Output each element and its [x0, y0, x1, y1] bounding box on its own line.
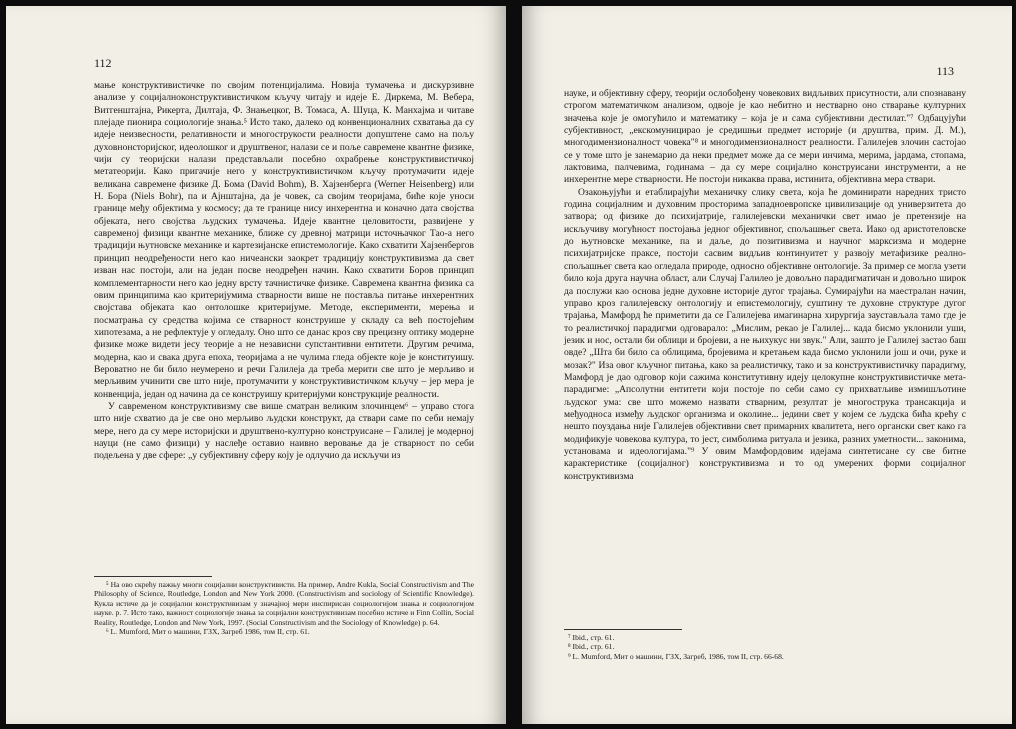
footnote-rule [564, 629, 682, 630]
page-number: 113 [936, 64, 954, 78]
left-page [6, 6, 506, 724]
footnotes [564, 624, 966, 661]
paragraph: У савременом конструктивизму све више сматран великим злочинцем⁶ – управо стога што није схватио да је све оно мерљиво људски конструкт, да ствари саме по себи немају мере, него да су мере историјски и друштвено-културно конструисане – Галилеј је модерној науци (не само физици) у наслеђе оставио наивно веровање да је стварност по себи подељена у две сфере: „у субјективну сферу коју је одлучио да искључи из [94, 400, 474, 462]
paragraph: науке, и објективну сферу, теорији ослобођену човекових видљивих присутности, али спознавану строгом математичком анализом, одвоје је као небитно и нестварно оно стварање културних значења које је омогућило и математику – која је и сама субјективни дестилат."⁷ Одбацујући субјективност, „екскомуницирао је средишњи предмет историје (и друштва, прим. Д. М.), многодимензионалност човека"⁸ и многодимензионалност реалности. Галилејев злочин састојао се у томе што је занемарио да неки предмет може да се мери инчима, мерима, јардама, стопама, лактовима, палчевима, годинама – да су мере социјално конструисани инструменти, а не инхерентне мере стварности. Не постоји никаква права, истинита, објективна мера ствари. [564, 88, 966, 186]
paragraph: мање конструктивистичке по својим потенцијалима. Новија тумачења и дискурзивне анализе у социјалноконструктивистичком кључу читају и идеје Е. Диркема, М. Вебера, Витгенштајна, Рикерта, Дилтаја, Ф. Знањецког, В. Томаса, А. Шуца, К. Манхајма и читаве плејаде пионира социологије знања.⁵ Исто тако, далеко од конвенционалних схватања да су идеје неизвесности, релативности и многострукости реалности допуштене само на пољу духовнонсторијског, идеолошког и друштвеног, налази се и поље савремене квантне физике, чији су теоријски налази представљали посебно охрабрење конструктивистичкој метатеорији. Како пригачије него у конструктивистичком кључу протумачити идеје великана савремене физике Д. Бома (David Bohm), В. Хајзенберга (Werner Heisenberg) или Н. Бора (Niels Bohr), па и Ајнштајна, да је човек, са својим теоријама, биће које уноси границе међу објектима у космосу; да те границе нису инхерентна и коначно дата својства објеката, него својства људских тумачења. Идеје квантне целовитости, развијене у савременој физици квантне механике, ближе су древној матрици источњачког Тао-а него традицији њутновске механике и картезијанске епистемологије. Како схватити Хајзенбергов принцип неодређености него као ничеански заокрет традицију конструктивизма да свет изван нас постоји, али на један посве неодређен начин. Како схватити Боров принцип комплементарности него као једну врсту тачнистичке физике. Савремена квантна физика са овим принципима као критеријумима стварности више не поставља питање инхерентних својстава објеката као онтолошке критеријуме. Методе, експерименти, мерења и посматрања су средства којима се стварност конструише у складу са већ постојећим хипотезама, а не рефлектује у огледалу. Оно што се данас крoз сву прецизну оптику модерне физике може видети јесу теорије а не независни супстантивни ентитети. Другим речима, модерна, као и свака друга епоха, теоријама а не чулима гледа објекте које је конституишу. Вероватно не би било неумерено и речи Галилеја да треба мерити све што је мерљиво и мерљивим учинити све што није, протумачити у конструктивистичком кључу – јер мера је конвенција, један од начина да се конструишу критеријуми конструкције реалности. [94, 80, 474, 400]
right-page [522, 6, 1012, 724]
footnote: ⁶ L. Mumford, Мит о машини, ГЗХ, Загреб 1986, том II, стр. 61. [106, 627, 310, 637]
footnotes [94, 571, 474, 636]
footnote: ⁹ L. Mumford, Мит о машини, ГЗХ, Загреб, 1986, том II, стр. 66-68. [568, 651, 784, 661]
footnote-rule [94, 576, 212, 577]
footnote: ⁵ На ово скрећу пажњу многи социјални конструктивисти. На пример, Andre Kukla, Social Constructivism and The Philosophy of Science, Routledge, London and New York 2000. (Constructivism and sociology of Scientific Knowledge). Кукла истиче да је социјални конструктивизам у значајној мери инспирисан социологијом знања и социологијом науке. р. 7. Исто тако, важност социологије знања за социјални конструктивизам посебно истиче и Finn Collin, Social Reality, Routledge, London and New York, 1997. (Social Constructivism and the Sociology of Knowledge) р. 64. [94, 580, 474, 627]
paragraph: Озакоњујући и етаблирајући механичку слику света, која ће доминирати наредних тристо година социјалним и духовним просторима западноевропске цивилизације од универзитета до затвора; од физике до психијатрије, галилејевски механички свет имао је претензије на искључиву могућност постојања једног објективног, спољашњег света. Иако од аристотеловске до њутновске механике, па и даље, до позитивизма и научног марксизма и модерне психијатријске праксе, постоји сасвим видљив континуитет у развоју метафизике реално-спољашњег света као огледала природе, односно објективне онтологије. За пример се могла узети било која друга научна област, али Случај Галилео је довољно парадигматичан и довољно широк да послужи као основа једне духовне историје дугог трајања. Сумирајући на маестралан начин, управо кроз галилејевску онтологију и епистемологију, суштину те духовне структуре дугог трајања, Мамфорд ће приметити да се Галилејева имагинарна хирургија заустављала тамо где је то реалистичкој парадигми одговарало: „Мислим, рекао је Галилеј... када бисмо уклонили уши, језик и нос, остали би облици и бројеви, а не њихукус ни звук." Али, зашто је Галилеј застао баш овде? „Шта би било са облицима, бројевима и кретањем када бисмо уклонили још и очи, руке и мозак?" Иза овог кључног питања, како за реалистичку, тако и за конструктивистичку парадигму, Мамфорд је дао одговор који сажима конститутивну идеју целокупне конструктивистичке мета-парадигме: „Апсолутни ентитети који постоје по себи само су прихватљиве измишљотине људског ума: све што можемо назвати стварним, резултат је многострука трансакција и међуодноса између људског организма и околине... једини свет у којем се људска бића крећу с нешто поуздања није Галилејев објективни свет примарних квалитета, него органски свет како га модификује човекова култура, то јест, симболима ритуала и језика, разних уметности... законима, установама и идеологијама."⁹ У овим Мамфордовим идејама синтетисане су све битне карактеристике (социјалног) конструктивизма и то од умерених форми социјалног конструктивизма [564, 186, 966, 482]
footnote: ⁸ Ibid., стр. 61. [568, 642, 615, 652]
book-gutter [506, 0, 522, 729]
body-text [564, 88, 966, 483]
footnote: ⁷ Ibid., стр. 61. [568, 633, 615, 642]
page-number: 112 [94, 56, 112, 70]
body-text [94, 80, 474, 463]
